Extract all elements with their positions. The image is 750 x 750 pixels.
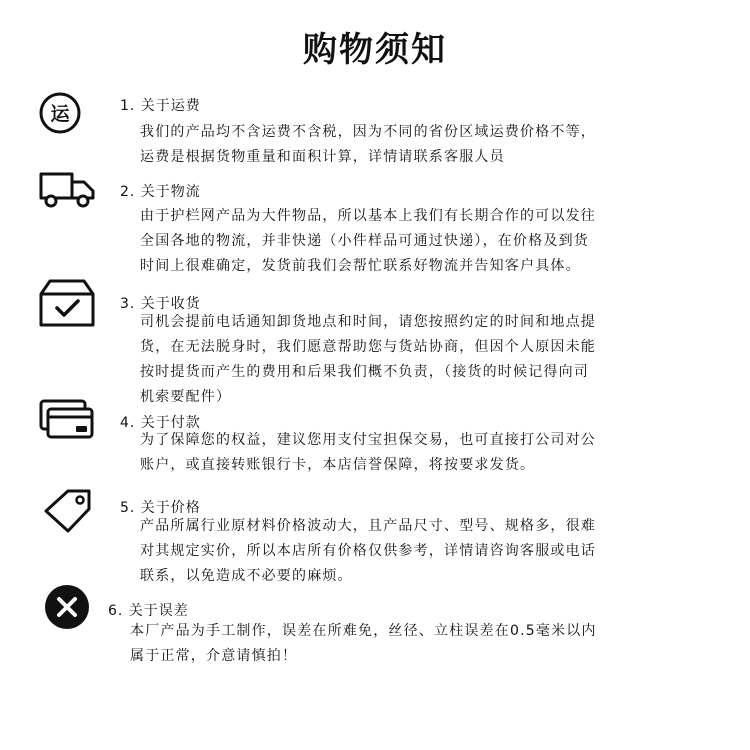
section-body [140, 204, 596, 279]
body-line: 由于护栏网产品为大件物品，所以基本上我们有长期合作的可以发往 [140, 208, 596, 224]
body-line: 为了保障您的权益，建议您用支付宝担保交易，也可直接打公司对公 [140, 432, 596, 448]
body-line: 全国各地的物流，并非快递（小件样品可通过快递），在价格及到货 [140, 233, 589, 249]
body-line: 账户，或直接转账银行卡，本店信誉保障，将按要求发货。 [140, 457, 536, 473]
section-heading: 2. 关于物流 [120, 184, 201, 200]
section-body [130, 619, 597, 669]
error-x-icon [44, 584, 90, 630]
section-body [140, 514, 596, 589]
section-heading: 6. 关于误差 [108, 603, 189, 619]
section-heading: 1. 关于运费 [120, 98, 201, 114]
body-line: 联系，以免造成不必要的麻烦。 [140, 568, 353, 584]
body-line: 我们的产品均不含运费不含税，因为不同的省份区域运费价格不等， [140, 124, 596, 140]
section-body [140, 310, 596, 410]
body-line: 本厂产品为手工制作，误差在所难免，丝径、立柱误差在0.5毫米以内 [130, 623, 597, 639]
body-line: 对其规定实价，所以本店所有价格仅供参考，详情请咨询客服或电话 [140, 543, 596, 559]
svg-text:运: 运 [50, 103, 70, 125]
body-line: 按时提货而产生的费用和后果我们概不负责，（接货的时候记得向司 [140, 364, 589, 380]
page-title: 购物须知 [303, 30, 447, 70]
body-line: 货，在无法脱身时，我们愿意帮助您与货站协商，但因个人原因未能 [140, 339, 596, 355]
body-line: 运费是根据货物重量和面积计算，详情请联系客服人员 [140, 149, 505, 165]
shipping-badge-icon [38, 91, 82, 135]
body-line: 时间上很难确定，发货前我们会帮忙联系好物流并告知客户具体。 [140, 258, 581, 274]
section-body [140, 120, 596, 170]
body-line: 机索要配件） [140, 389, 232, 405]
body-line: 产品所属行业原材料价格波动大，且产品尺寸、型号、规格多，很难 [140, 518, 596, 534]
credit-cards-icon [38, 398, 96, 440]
section-heading: 3. 关于收货 [120, 296, 201, 312]
truck-icon [38, 170, 96, 210]
section-body [140, 428, 596, 478]
section-heading: 5. 关于价格 [120, 500, 201, 516]
body-line: 司机会提前电话通知卸货地点和时间，请您按照约定的时间和地点提 [140, 314, 596, 330]
price-tag-icon [42, 487, 94, 535]
section-heading: 4. 关于付款 [120, 415, 201, 431]
body-line: 属于正常，介意请慎拍！ [130, 648, 298, 664]
package-check-icon [38, 278, 96, 328]
